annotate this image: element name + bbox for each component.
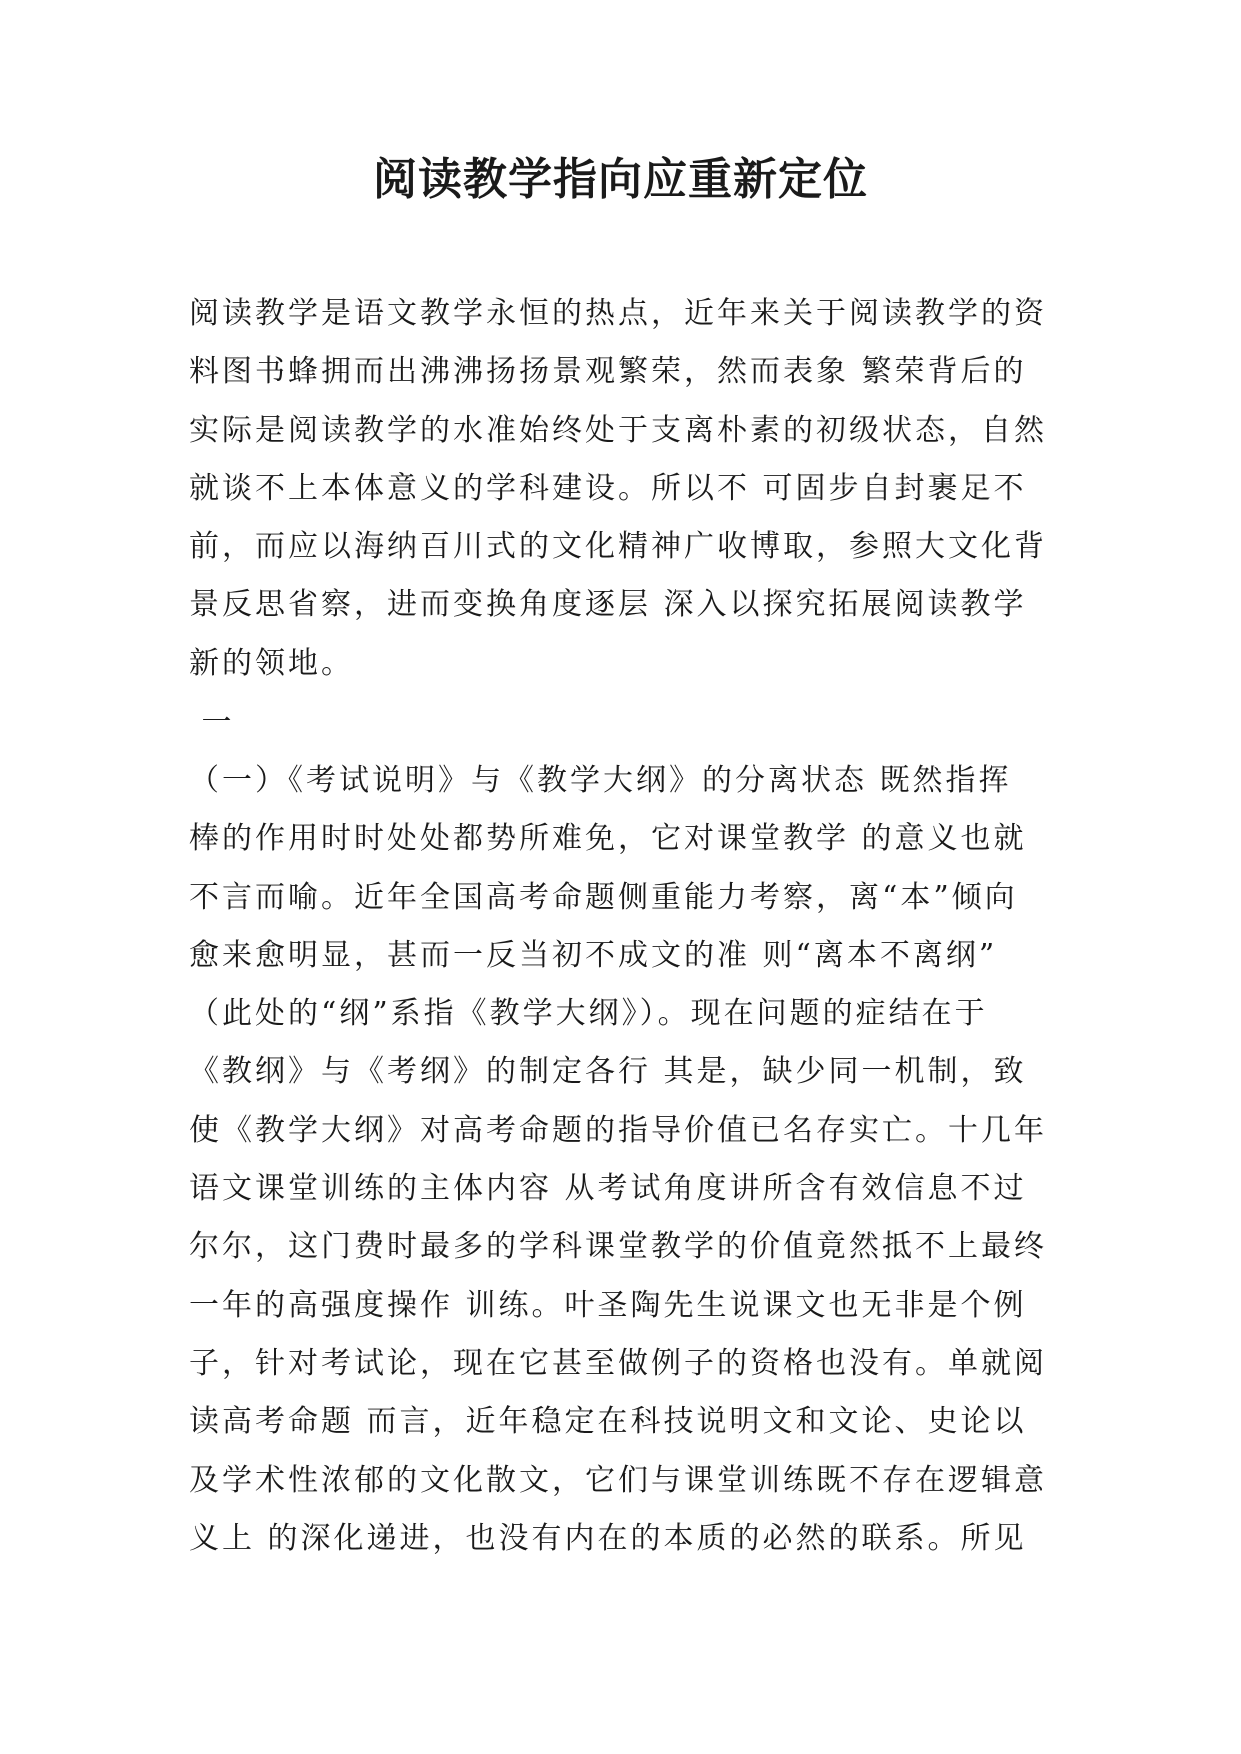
paragraph-line: 前，而应以海纳百川式的文化精神广收博取，参照大文化背 [189,529,1047,565]
paragraph-line: 棒的作用时时处处都势所难免，它对课堂教学 的意义也就 [189,821,1027,857]
paragraph-line: 料图书蜂拥而出沸沸扬扬景观繁荣，然而表象 繁荣背后的 [189,354,1027,390]
section-number: 一 [189,705,235,740]
paragraph-line: 尔尔，这门费时最多的学科课堂教学的价值竟然抵不上最终 [189,1229,1047,1265]
paragraph-line: 愈来愈明显，甚而一反当初不成文的准 则“离本不离纲” [189,937,998,973]
paragraph-line: 景反思省察，进而变换角度逐层 深入以探究拓展阅读教学 [189,587,1027,623]
paragraph-line: 子，针对考试论，现在它甚至做例子的资格也没有。单就阅 [189,1345,1047,1381]
document-title: 阅读教学指向应重新定位 [373,154,868,205]
paragraph-line: 不言而喻。近年全国高考命题侧重能力考察，离“本”倾向 [189,879,1018,915]
paragraph-line: 读高考命题 而言，近年稳定在科技说明文和文论、史论以 [189,1404,1027,1440]
paragraph-line: 义上 的深化递进，也没有内在的本质的必然的联系。所见 [189,1520,1027,1556]
paragraph-line: （此处的“纲”系指《教学大纲》）。现在问题的症结在于 [189,996,988,1032]
paragraph-2 [189,752,1051,1568]
paragraph-line: 就谈不上本体意义的学科建设。所以不 可固步自封裹足不 [189,470,1027,506]
paragraph-line: 阅读教学是语文教学永恒的热点，近年来关于阅读教学的资 [189,296,1047,331]
paragraph-line: （一）《考试说明》与《教学大纲》的分离状态 既然指挥 [189,763,1012,798]
paragraph-line: 《教纲》与《考纲》的制定各行 其是，缺少同一机制，致 [189,1054,1027,1090]
paragraph-line: 使《教学大纲》对高考命题的指导价值已名存实亡。十几年 [189,1112,1047,1148]
paragraph-1 [189,285,1051,693]
paragraph-line: 及学术性浓郁的文化散文，它们与课堂训练既不存在逻辑意 [189,1462,1047,1498]
paragraph-line: 实际是阅读教学的水准始终处于支离朴素的初级状态，自然 [189,412,1047,448]
paragraph-line: 语文课堂训练的主体内容 从考试角度讲所含有效信息不过 [189,1171,1027,1207]
section-heading [189,694,1051,752]
paragraph-line: 新的领地。 [189,645,354,681]
paragraph-line: 一年的高强度操作 训练。叶圣陶先生说课文也无非是个例 [189,1287,1027,1323]
